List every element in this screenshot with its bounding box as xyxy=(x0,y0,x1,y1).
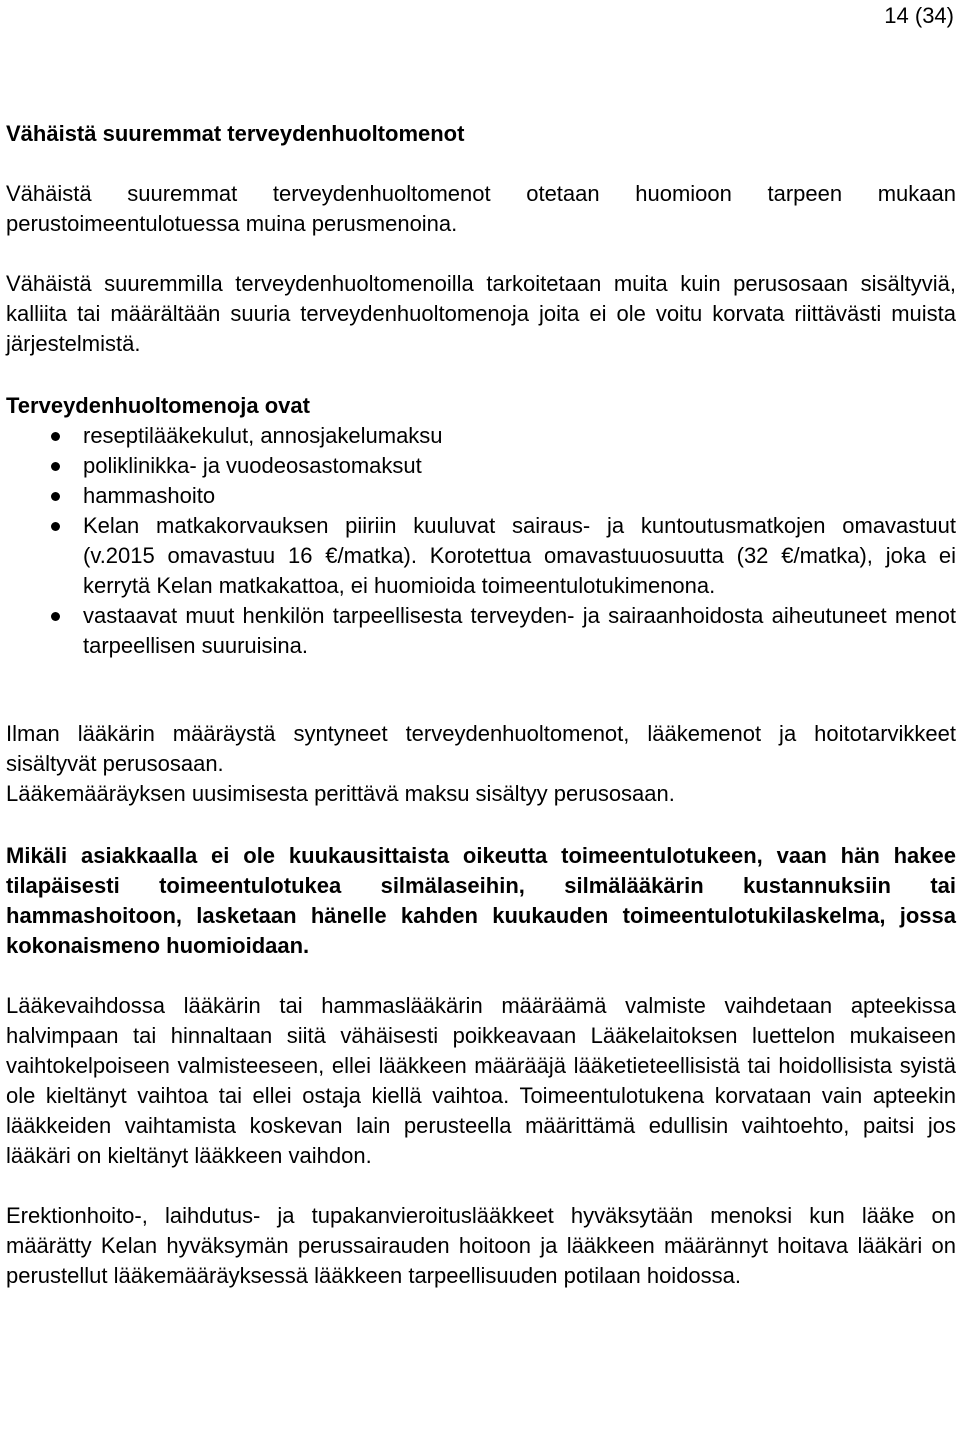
list-item-text: hammashoito xyxy=(83,483,216,508)
paragraph-definition: Vähäistä suuremmilla terveydenhuoltomenoilla tarkoitetaan muita kuin perusosaan sisältyviä, kalliita tai määrältään suuria terveydenhuoltomenoja joita ei ole voitu korvata riittävästi muista järjestelmistä. xyxy=(6,271,956,356)
list-item xyxy=(6,511,956,601)
bullet-icon xyxy=(51,462,60,471)
expense-list xyxy=(6,421,956,661)
paragraph-substitution: Lääkevaihdossa lääkärin tai hammaslääkärin määräämä valmiste vaihdetaan apteekissa halvimpaan tai hinnaltaan siitä vähäisesti poikkeavaan Lääkelaitoksen luettelon mukaiseen vaihtokelpoiseen valmisteeseen, ellei lääkkeen määrääjä lääketieteellisistä tai hoidollisista syistä ole kieltänyt vaihtoa tai ellei ostaja kiellä vaihtoa. Toimeentulotukena korvataan vain apteekin lääkkeiden vaihtamista koskevan lain perusteella määrittämä edullisin vaihtoehto, paitsi jos lääkäri on kieltänyt lääkkeen vaihdon. xyxy=(6,993,956,1168)
bullet-icon xyxy=(51,522,60,531)
list-item-text: Kelan matkakorvauksen piiriin kuuluvat sairaus- ja kuntoutusmatkojen omavastuut (v.2015 omavastuu 16 €/matka). Korotettua omavastuuosuutta (32 €/matka), joka ei kerrytä Kelan matkakattoa, ei huomioida toimeentulotukimenona. xyxy=(83,513,956,598)
list-heading: Terveydenhuoltomenoja ovat xyxy=(6,393,310,418)
list-item-text: vastaavat muut henkilön tarpeellisesta terveyden- ja sairaanhoidosta aiheutuneet menot tarpeellisen suuruisina. xyxy=(83,603,956,658)
list-item xyxy=(6,481,956,511)
section-title: Vähäistä suuremmat terveydenhuoltomenot xyxy=(6,121,465,146)
bullet-icon xyxy=(51,612,60,621)
document-body xyxy=(6,119,956,1291)
list-item xyxy=(6,421,956,451)
list-item xyxy=(6,451,956,481)
paragraph-renewal-fee: Lääkemääräyksen uusimisesta perittävä maksu sisältyy perusosaan. xyxy=(6,781,675,806)
list-item-text: poliklinikka- ja vuodeosastomaksut xyxy=(83,453,422,478)
paragraph-included: Ilman lääkärin määräystä syntyneet terveydenhuoltomenot, lääkemenot ja hoitotarvikkeet sisältyvät perusosaan. xyxy=(6,721,956,776)
list-item xyxy=(6,601,956,661)
paragraph-intro: Vähäistä suuremmat terveydenhuoltomenot otetaan huomioon tarpeen mukaan perustoimeentulotuessa muina perusmenoina. xyxy=(6,181,956,236)
page-number: 14 (34) xyxy=(884,3,954,28)
bullet-icon xyxy=(51,432,60,441)
bullet-icon xyxy=(51,492,60,501)
paragraph-special-medicines: Erektionhoito-, laihdutus- ja tupakanvieroituslääkkeet hyväksytään menoksi kun lääke on määrätty Kelan hyväksymän perussairauden hoitoon ja lääkkeen määrännyt hoitava lääkäri on perustellut lääkemääräyksessä lääkkeen tarpeellisuuden potilaan hoidossa. xyxy=(6,1203,956,1288)
paragraph-temporary-support: Mikäli asiakkaalla ei ole kuukausittaista oikeutta toimeentulotukeen, vaan hän hakee tilapäisesti toimeentulotukea silmälaseihin, silmälääkärin kustannuksiin tai hammashoitoon, lasketaan hänelle kahden kuukauden toimeentulotukilaskelma, jossa kokonaismeno huomioidaan. xyxy=(6,843,956,958)
list-item-text: reseptilääkekulut, annosjakelumaksu xyxy=(83,423,443,448)
